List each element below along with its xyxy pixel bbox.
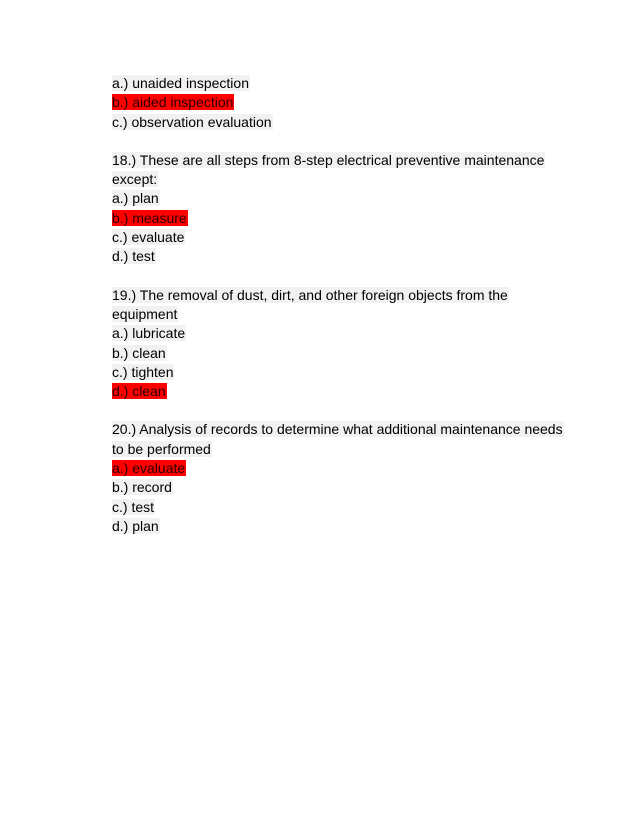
option-text: d.) plan bbox=[112, 517, 159, 534]
spacer bbox=[112, 132, 572, 151]
option-a-correct bbox=[112, 459, 572, 478]
option-b-correct bbox=[112, 209, 572, 228]
question-20 bbox=[112, 420, 572, 536]
option-text: c.) test bbox=[112, 498, 155, 515]
option-c bbox=[112, 363, 572, 382]
question-text-line: except: bbox=[112, 171, 158, 188]
quiz-page bbox=[112, 74, 572, 536]
option-c bbox=[112, 113, 572, 132]
option-text: b.) clean bbox=[112, 344, 166, 361]
correct-answer-highlight: b.) measure bbox=[112, 209, 187, 226]
option-c bbox=[112, 228, 572, 247]
correct-answer-highlight: b.) aided inspection bbox=[112, 94, 234, 111]
question-text-line: to be performed bbox=[112, 440, 211, 457]
correct-answer-highlight: d.) clean bbox=[112, 383, 166, 400]
option-text: c.) tighten bbox=[112, 363, 174, 380]
question-text bbox=[112, 305, 572, 324]
question-text bbox=[112, 151, 572, 170]
question-text-line: 18.) These are all steps from 8-step electrical preventive maintenance bbox=[112, 151, 545, 168]
question-text-line: 19.) The removal of dust, dirt, and other foreign objects from the bbox=[112, 286, 508, 303]
option-text: c.) evaluate bbox=[112, 229, 185, 246]
option-a bbox=[112, 324, 572, 343]
question-text bbox=[112, 286, 572, 305]
option-c bbox=[112, 498, 572, 517]
option-b bbox=[112, 344, 572, 363]
question-17 bbox=[112, 74, 572, 132]
question-text bbox=[112, 440, 572, 459]
option-b-correct bbox=[112, 93, 572, 112]
option-text: a.) lubricate bbox=[112, 325, 186, 342]
question-text-line: 20.) Analysis of records to determine what additional maintenance needs bbox=[112, 421, 563, 438]
correct-answer-highlight: a.) evaluate bbox=[112, 460, 186, 477]
option-text: a.) unaided inspection bbox=[112, 75, 249, 91]
option-b bbox=[112, 478, 572, 497]
question-18 bbox=[112, 151, 572, 267]
question-text bbox=[112, 420, 572, 439]
option-text: d.) test bbox=[112, 248, 155, 265]
option-d bbox=[112, 247, 572, 266]
option-text: a.) plan bbox=[112, 190, 159, 207]
question-19 bbox=[112, 286, 572, 402]
question-text bbox=[112, 170, 572, 189]
question-text-line: equipment bbox=[112, 305, 178, 322]
option-d-correct bbox=[112, 382, 572, 401]
spacer bbox=[112, 401, 572, 420]
spacer bbox=[112, 267, 572, 286]
option-text: b.) record bbox=[112, 479, 172, 496]
option-text: c.) observation evaluation bbox=[112, 113, 272, 130]
option-a bbox=[112, 74, 572, 93]
option-d bbox=[112, 517, 572, 536]
option-a bbox=[112, 189, 572, 208]
